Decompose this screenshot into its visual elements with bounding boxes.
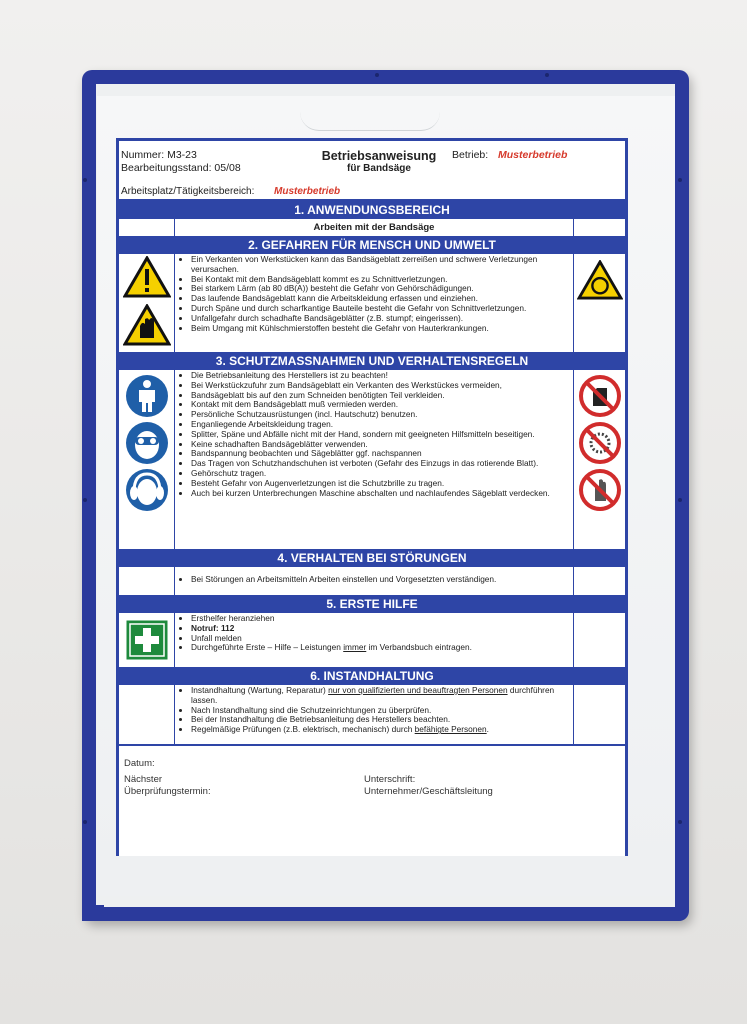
section-2-right-icon-cell — [573, 254, 625, 352]
date-label: Datum: — [124, 758, 155, 769]
frame-rivet — [83, 820, 87, 824]
measure-item: • Bandspannung beobachten und Sägeblätter ggf. nachspannen — [191, 449, 569, 459]
hazard-item: • Bei Kontakt mit dem Bandsägeblatt kommt es zu Schnittverletzungen. — [191, 275, 569, 285]
maintenance-text: durchführen lassen. — [191, 685, 555, 705]
first-aid-item: • Ersthelfer heranziehen — [191, 614, 569, 624]
section-4-left-cell — [119, 567, 175, 595]
application-text: Arbeiten mit der Bandsäge — [313, 222, 435, 233]
frame-rivet — [83, 498, 87, 502]
section-5-right-cell — [573, 613, 625, 667]
document-subtitle: für Bandsäge — [347, 163, 411, 174]
section-6-box — [119, 685, 625, 744]
workplace-label: Arbeitsplatz/Tätigkeitsbereich: — [121, 186, 255, 197]
frame-rivet — [678, 498, 682, 502]
no-hand-contact-icon — [578, 468, 622, 512]
hazard-list — [175, 254, 573, 352]
first-aid-list — [175, 613, 573, 667]
safety-goggles-icon — [125, 421, 169, 465]
measure-item: • Das Tragen von Schutzhandschuhen ist verboten (Gefahr des Einzugs in das rotierende Blatt). — [191, 459, 569, 469]
protective-measures-list — [175, 370, 573, 549]
malfunction-list — [175, 567, 573, 595]
malfunction-item: • Bei Störungen an Arbeitsmitteln Arbeiten einstellen und Vorgesetzten verständigen. — [191, 575, 569, 585]
measure-item: • Enganliegende Arbeitskleidung tragen. — [191, 420, 569, 430]
section-2-box — [119, 254, 625, 352]
frame-rivet — [678, 820, 682, 824]
company-value: Musterbetrieb — [498, 149, 568, 161]
maintenance-text: Instandhaltung (Wartung, Reparatur) — [191, 685, 326, 695]
document-number: Nummer: M3-23 — [121, 149, 197, 161]
frame-rivet — [375, 73, 379, 77]
no-jewelry-icon — [578, 421, 622, 465]
section-4-right-cell — [573, 567, 625, 595]
first-aid-text: im Verbandsbuch eintragen. — [368, 642, 472, 653]
hazard-item: • Unfallgefahr durch schadhafte Bandsägeblätter (z.B. stumpf; eingerissen). — [191, 314, 569, 324]
frame-rivet — [83, 178, 87, 182]
first-aid-text: Durchgeführte Erste – Hilfe – Leistungen — [191, 642, 341, 653]
maintenance-item — [191, 725, 569, 735]
hazard-item: • Ein Verkanten von Werkstücken kann das Bandsägeblatt zerreißen und schwere Verletzungen verursachen. — [191, 255, 569, 275]
signature-area — [119, 746, 625, 856]
hand-injury-warning-icon — [123, 304, 171, 346]
revision-date: Bearbeitungsstand: 05/08 — [121, 162, 241, 174]
section-5-box — [119, 613, 625, 667]
maintenance-item — [191, 686, 569, 706]
first-aid-item — [191, 643, 569, 653]
first-aid-item: • Unfall melden — [191, 634, 569, 644]
section-1-title: 1. ANWENDUNGSBEREICH — [119, 203, 625, 218]
measure-item: • Bei Werkstückzufuhr zum Bandsägeblatt ein Verkanten des Werkstückes vermeiden, — [191, 381, 569, 391]
measure-item: • Gehörschutz tragen. — [191, 469, 569, 479]
workplace-value: Musterbetrieb — [274, 186, 341, 197]
measure-item: • Keine schadhaften Bandsägeblätter verwenden. — [191, 440, 569, 450]
measure-item: • Splitter, Späne und Abfälle nicht mit der Hand, sondern mit geeigneten Hilfsmitteln beseitigen. — [191, 430, 569, 440]
measure-item: • Auch bei kurzen Unterbrechungen Maschine abschalten und nachlaufendes Sägeblatt verdecken. — [191, 489, 569, 499]
section-3-prohibition-cell — [573, 370, 625, 549]
review-date-label: Überprüfungstermin: — [124, 786, 211, 797]
no-gloves-icon — [578, 374, 622, 418]
operating-instruction-sheet — [116, 138, 628, 856]
protective-clothing-icon — [125, 374, 169, 418]
section-6-right-cell — [573, 685, 625, 744]
maintenance-emphasis: nur von qualifizierten und beauftragten Personen — [328, 685, 508, 695]
document-header — [119, 141, 625, 199]
hazard-item: • Durch Späne und durch scharfkantige Bauteile besteht die Gefahr von Schnittverletzungen. — [191, 304, 569, 314]
entanglement-warning-icon — [577, 260, 623, 300]
measure-item: • Bandsägeblatt bis auf den zum Schneiden benötigten Teil verkleiden. — [191, 391, 569, 401]
general-warning-icon — [123, 256, 171, 298]
frame-hinge — [82, 905, 104, 921]
document-title: Betriebsanweisung — [321, 149, 437, 163]
section-3-icon-cell — [119, 370, 175, 549]
section-5-title: 5. ERSTE HILFE — [119, 597, 625, 612]
section-1-left-cell — [119, 219, 175, 236]
section-4-title: 4. VERHALTEN BEI STÖRUNGEN — [119, 551, 625, 566]
measure-item: • Die Betriebsanleitung des Herstellers ist zu beachten! — [191, 371, 569, 381]
section-2-icon-cell — [119, 254, 175, 352]
maintenance-text: . — [486, 724, 489, 735]
frame-rivet — [678, 178, 682, 182]
section-1-right-cell — [573, 219, 625, 236]
maintenance-item: • Bei der Instandhaltung die Betriebsanleitung des Herstellers beachten. — [191, 715, 569, 725]
section-3-box — [119, 370, 625, 549]
next-review-label: Nächster — [124, 774, 163, 785]
frame-rivet — [545, 73, 549, 77]
hazard-item: • Bei starkem Lärm (ab 80 dB(A)) besteht die Gefahr von Gehörschädigungen. — [191, 284, 569, 294]
first-aid-icon — [125, 619, 169, 661]
company-label: Betrieb: — [452, 149, 489, 161]
section-6-title: 6. INSTANDHALTUNG — [119, 669, 625, 684]
maintenance-text: Regelmäßige Prüfungen (z.B. elektrisch, mechanisch) durch — [191, 724, 413, 735]
section-2-title: 2. GEFAHREN FÜR MENSCH UND UMWELT — [119, 238, 625, 253]
hazard-item: • Das laufende Bandsägeblatt kann die Arbeitskleidung erfassen und einziehen. — [191, 294, 569, 304]
section-4-box — [119, 567, 625, 595]
first-aid-emphasis: immer — [343, 642, 367, 653]
measure-item: • Persönliche Schutzausrüstungen (incl. Hautschutz) benutzen. — [191, 410, 569, 420]
measure-item: • Kontakt mit dem Bandsägeblatt muß vermieden werden. — [191, 400, 569, 410]
section-6-left-cell — [119, 685, 175, 744]
emergency-number: • Notruf: 112 — [191, 624, 569, 634]
section-5-icon-cell — [119, 613, 175, 667]
ear-protection-icon — [125, 468, 169, 512]
maintenance-list — [175, 685, 573, 744]
section-1-box — [119, 219, 625, 236]
sleeve-thumb-cut — [300, 112, 440, 131]
maintenance-item: • Nach Instandhaltung sind die Schutzeinrichtungen zu überprüfen. — [191, 706, 569, 716]
section-3-title: 3. SCHUTZMASSNAHMEN UND VERHALTENSREGELN — [119, 354, 625, 369]
measure-item: • Besteht Gefahr von Augenverletzungen ist die Schutzbrille zu tragen. — [191, 479, 569, 489]
signature-label: Unterschrift: — [364, 774, 416, 785]
hazard-item: • Beim Umgang mit Kühlschmierstoffen besteht die Gefahr von Hauterkrankungen. — [191, 324, 569, 334]
signature-role: Unternehmer/Geschäftsleitung — [364, 786, 493, 797]
maintenance-emphasis: befähigte Personen — [414, 724, 487, 735]
